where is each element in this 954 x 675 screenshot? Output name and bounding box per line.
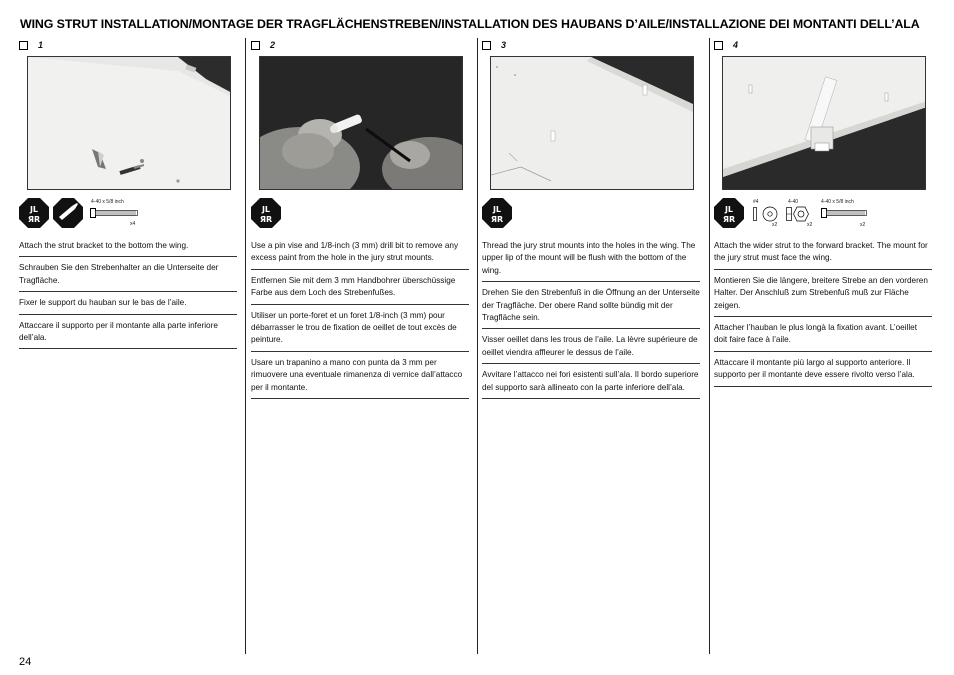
step-photo <box>722 56 926 190</box>
svg-text:ЯR: ЯR <box>490 215 504 224</box>
column-divider <box>477 38 478 654</box>
screw-qty: x2 <box>860 222 866 228</box>
paragraph-en: Attach the strut bracket to the bottom the wing. <box>19 235 237 257</box>
screw-qty: x4 <box>130 221 136 227</box>
paragraph-fr: Fixer le support du hauban sur le bas de l’aile. <box>19 292 237 314</box>
paragraph-de: Drehen Sie den Strebenfuß in die Öffnung an der Unterseite der Tragfläche. Der obere Rand sollte bündig mit der Tragfläche sein. <box>482 282 700 329</box>
step-header <box>19 38 43 52</box>
page-title: WING STRUT INSTALLATION/MONTAGE DER TRAGFLÄCHENSTREBEN/INSTALLATION DES HAUBANS D’AILE/INSTALLAZIONE DEI MONTANTI DELL’ALA <box>20 17 920 31</box>
paragraph-de: Entfernen Sie mit dem 3 mm Handbohrer überschüssige Farbe aus dem Loch des Strebenfußes. <box>251 270 469 305</box>
paragraph-en: Use a pin vise and 1/8-inch (3 mm) drill bit to remove any excess paint from the hole in the jury strut mounts. <box>251 235 469 270</box>
step-header <box>714 38 738 52</box>
svg-text:ЯR: ЯR <box>722 215 736 224</box>
jl-rr-octagon-icon <box>251 198 281 228</box>
paragraph-fr: Visser oeillet dans les trous de l’aile. La lèvre supérieure de oeillet viendra affleurer le dessus de l’aile. <box>482 329 700 364</box>
svg-text:JL: JL <box>261 205 271 214</box>
instruction-text <box>19 235 237 349</box>
step-header <box>251 38 275 52</box>
hardware-row <box>482 198 700 230</box>
screw-icon <box>821 208 867 218</box>
paragraph-fr: Utiliser un porte-foret et un foret 1/8-inch (3 mm) pour débarrasser le trou de fixation de oeillet de tout excès de peinture. <box>251 305 469 352</box>
paragraph-en: Attach the wider strut to the forward bracket. The mount for the jury strut must face the wing. <box>714 235 932 270</box>
step-photo <box>490 56 694 190</box>
svg-text:JL: JL <box>492 205 502 214</box>
step-header <box>482 38 506 52</box>
hex-nut-icon <box>793 206 809 222</box>
svg-text:ЯR: ЯR <box>27 215 41 224</box>
step-1 <box>19 38 237 656</box>
step-photo <box>27 56 231 190</box>
column-divider <box>709 38 710 654</box>
hardware-row <box>714 198 932 230</box>
washer-icon <box>762 206 778 222</box>
step-number: 4 <box>733 40 739 50</box>
hardware-row <box>251 198 469 230</box>
jl-rr-octagon-icon <box>482 198 512 228</box>
hardware-row <box>19 198 237 230</box>
step-number: 2 <box>270 40 276 50</box>
nut-qty: x2 <box>807 222 813 228</box>
nut-side-icon <box>786 207 792 221</box>
svg-text:JL: JL <box>29 205 39 214</box>
step-2 <box>251 38 469 656</box>
column-divider <box>245 38 246 654</box>
screw-label: 4-40 x 5/8 inch <box>821 199 854 205</box>
step-checkbox[interactable] <box>251 41 260 50</box>
paragraph-de: Schrauben Sie den Strebenhalter an die Unterseite der Tragfläche. <box>19 257 237 292</box>
screwdriver-phillips-icon <box>53 198 83 228</box>
jl-rr-octagon-icon <box>19 198 49 228</box>
step-4 <box>714 38 932 656</box>
screw-icon <box>90 208 138 218</box>
step-number: 1 <box>38 40 44 50</box>
washer-label: #4 <box>753 199 759 205</box>
instruction-text <box>482 235 700 399</box>
nut-label: 4-40 <box>788 199 799 205</box>
instruction-text <box>714 235 932 387</box>
svg-text:JL: JL <box>724 205 734 214</box>
jl-rr-octagon-icon <box>714 198 744 228</box>
paragraph-fr: Attacher l’hauban le plus longà la fixation avant. L’oeillet doit faire face à l’aile. <box>714 317 932 352</box>
paragraph-en: Thread the jury strut mounts into the holes in the wing. The upper lip of the mount will be flush with the bottom of the wing. <box>482 235 700 282</box>
step-3 <box>482 38 700 656</box>
step-photo <box>259 56 463 190</box>
step-checkbox[interactable] <box>714 41 723 50</box>
instruction-text <box>251 235 469 399</box>
paragraph-it: Attaccare il montante più largo al supporto anteriore. Il supporto per il montante deve essere rivolto verso l’ala. <box>714 352 932 387</box>
page-number: 24 <box>19 656 32 668</box>
washer-qty: x2 <box>772 222 778 228</box>
paragraph-it: Attaccare il supporto per il montante alla parte inferiore dell’ala. <box>19 315 237 350</box>
step-number: 3 <box>501 40 507 50</box>
paragraph-it: Usare un trapanino a mano con punta da 3 mm per rimuovere una eventuale rimanenza di vernice dall’attacco per il montante. <box>251 352 469 399</box>
step-checkbox[interactable] <box>482 41 491 50</box>
washer-side-icon <box>753 207 757 221</box>
paragraph-de: Montieren Sie die längere, breitere Strebe an den vorderen Halter. Der Anschluß zum Strebenfuß muß zur Fläche zeigen. <box>714 270 932 317</box>
svg-text:ЯR: ЯR <box>259 215 273 224</box>
step-checkbox[interactable] <box>19 41 28 50</box>
paragraph-it: Avvitare l’attacco nei fori esistenti sull’ala. Il bordo superiore del supporto sarà allineato con la parte inferiore dell’ala. <box>482 364 700 399</box>
screw-label: 4-40 x 5/8 inch <box>91 199 124 205</box>
